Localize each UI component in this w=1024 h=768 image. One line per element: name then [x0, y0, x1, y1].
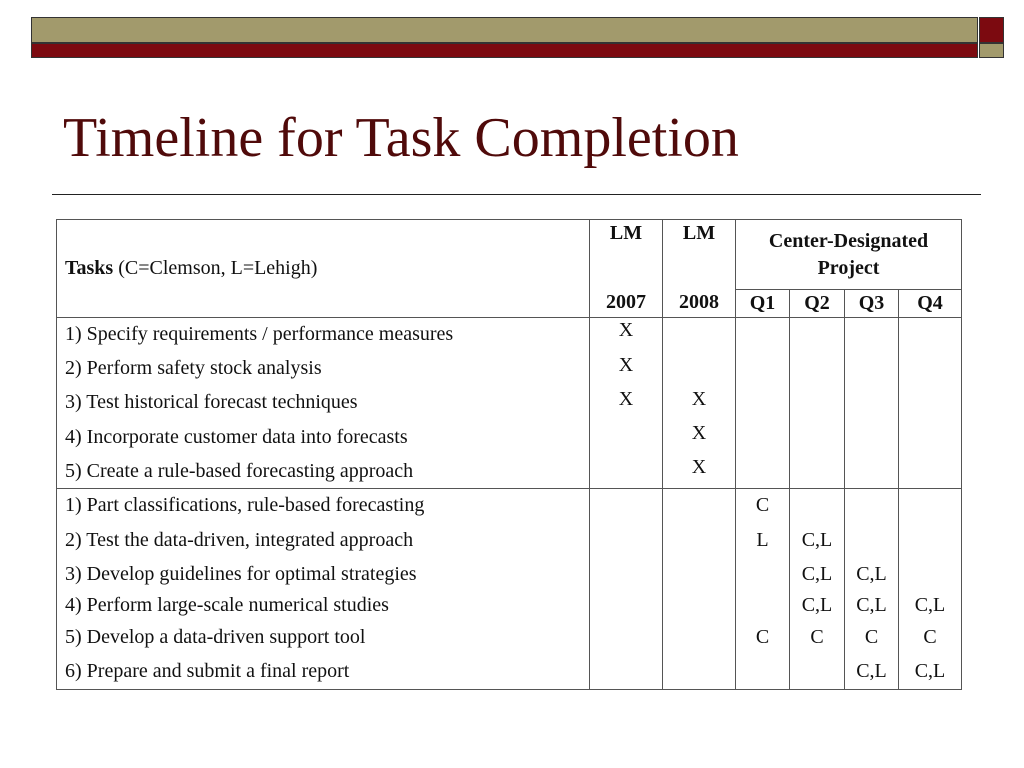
mark-cell: X	[618, 388, 634, 410]
quarter-header-q2: Q2	[790, 290, 845, 318]
group1-q4-col	[899, 318, 962, 489]
task-item: 5) Develop a data-driven support tool	[65, 626, 366, 648]
group1-lm2007-col	[590, 318, 663, 489]
tasks-header-label: Tasks	[65, 257, 114, 279]
tasks-header	[57, 220, 590, 318]
slide-title: Timeline for Task Completion	[63, 107, 739, 169]
header-bar-red	[31, 43, 978, 58]
mark-cell: C,L	[856, 594, 887, 616]
lm-2008-label: LM	[682, 222, 716, 244]
group1-q3-col	[845, 318, 899, 489]
group2-q2-col	[790, 489, 845, 690]
mark-cell: X	[691, 422, 707, 444]
header-square-red	[979, 17, 1004, 43]
task-item: 4) Perform large-scale numerical studies	[65, 594, 389, 616]
header-square-olive	[979, 43, 1004, 58]
task-item: 1) Part classifications, rule-based forecasting	[65, 494, 425, 516]
group2-q4-col	[899, 489, 962, 690]
group2-q3-col	[845, 489, 899, 690]
mark-cell: C,L	[856, 563, 887, 585]
lm-2007-label: LM	[609, 222, 643, 244]
group1-q2-col	[790, 318, 845, 489]
task-item: 2) Perform safety stock analysis	[65, 357, 322, 379]
quarter-header-q3: Q3	[845, 290, 899, 318]
mark-cell: X	[618, 354, 634, 376]
group1-lm2008-col	[663, 318, 736, 489]
task-item: 6) Prepare and submit a final report	[65, 660, 350, 682]
group2-q1-col	[736, 489, 790, 690]
group2-lm2007-col	[590, 489, 663, 690]
mark-cell: C,L	[914, 594, 946, 616]
group2-task-list	[57, 489, 590, 690]
mark-cell: C	[755, 494, 770, 516]
task-item: 1) Specify requirements / performance measures	[65, 323, 454, 345]
mark-cell: X	[618, 319, 634, 341]
quarter-header-q1: Q1	[736, 290, 790, 318]
mark-cell: X	[691, 388, 707, 410]
lm-2007-year: 2007	[606, 291, 646, 313]
mark-cell: C,L	[856, 660, 887, 682]
group1-task-list	[57, 318, 590, 489]
task-item: 4) Incorporate customer data into forecasts	[65, 426, 408, 448]
mark-cell: C	[755, 626, 770, 648]
mark-cell: L	[756, 529, 769, 551]
group1-q1-col	[736, 318, 790, 489]
task-item: 2) Test the data-driven, integrated approach	[65, 529, 414, 551]
timeline-table	[56, 219, 962, 690]
mark-cell: C	[864, 626, 879, 648]
mark-cell: C,L	[801, 529, 833, 551]
mark-cell: C,L	[801, 563, 833, 585]
task-item: 5) Create a rule-based forecasting approach	[65, 460, 414, 482]
lm-2007-header	[590, 220, 663, 318]
header-bar-olive	[31, 17, 978, 43]
lm-2008-year: 2008	[679, 291, 719, 313]
center-designated-project-header: Center-Designated Project	[736, 220, 962, 290]
title-divider	[52, 194, 981, 195]
mark-cell: C	[923, 626, 937, 648]
quarter-header-q4: Q4	[899, 290, 962, 318]
mark-cell: X	[691, 456, 707, 478]
task-item: 3) Develop guidelines for optimal strategies	[65, 563, 417, 585]
task-item: 3) Test historical forecast techniques	[65, 391, 358, 413]
tasks-header-note: (C=Clemson, L=Lehigh)	[118, 257, 318, 279]
group2-lm2008-col	[663, 489, 736, 690]
mark-cell: C,L	[914, 660, 946, 682]
lm-2008-header	[663, 220, 736, 318]
mark-cell: C	[810, 626, 824, 648]
mark-cell: C,L	[801, 594, 833, 616]
